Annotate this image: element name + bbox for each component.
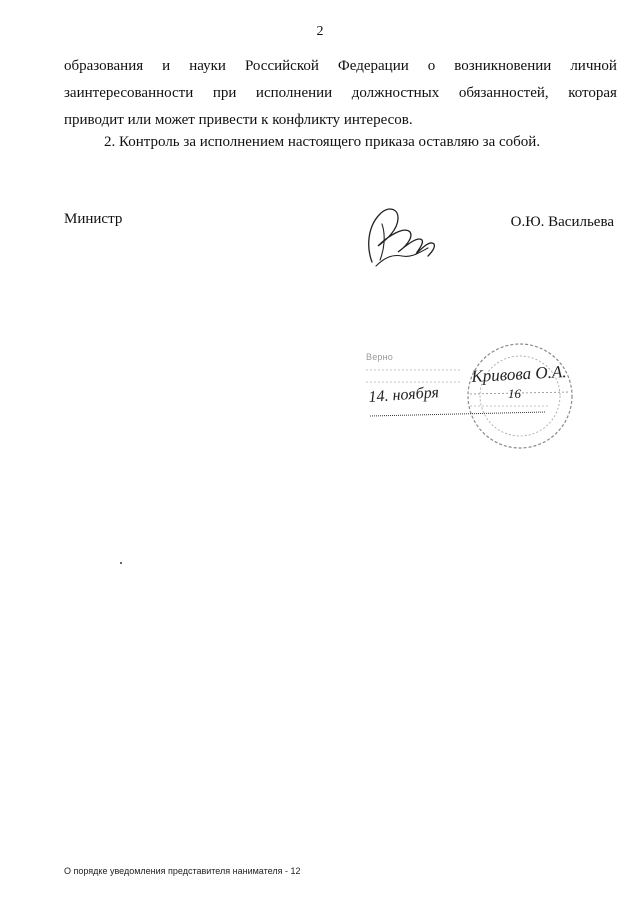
word: которая (568, 85, 617, 101)
word: исполнении (255, 85, 333, 101)
word: заинтересованности (64, 85, 194, 101)
stamp-date: 14. ноября (368, 384, 440, 406)
handwritten-signature (358, 196, 444, 278)
word: и (162, 58, 171, 74)
word: Российской (244, 58, 319, 74)
paragraph-item-2: 2. Контроль за исполнением настоящего приказа оставляю за собой. (104, 134, 541, 150)
page-number: 2 (316, 24, 324, 39)
word: науки (189, 58, 226, 74)
paragraph-line-3: приводит или может привести к конфликту интересов. (64, 112, 413, 128)
word: при (212, 85, 237, 101)
stray-dot (120, 562, 122, 564)
word: личной (570, 58, 617, 74)
paragraph-line-2 (64, 85, 617, 102)
word: о (427, 58, 436, 74)
word: образования (64, 58, 144, 74)
word: Федерации (337, 58, 409, 74)
word: возникновении (454, 58, 552, 74)
stamp-surname: Кривова О.А. (471, 362, 567, 386)
stamp-day: 16 (508, 386, 521, 401)
word: должностных (351, 85, 440, 101)
stamp-label: Верно (366, 352, 393, 362)
word: обязанностей, (458, 85, 549, 101)
footer-note: О порядке уведомления представителя нанимателя - 12 (64, 866, 301, 876)
signer-name: О.Ю. Васильева (510, 214, 614, 230)
paragraph-line-1 (64, 58, 617, 75)
signer-title: Министр (64, 211, 123, 227)
